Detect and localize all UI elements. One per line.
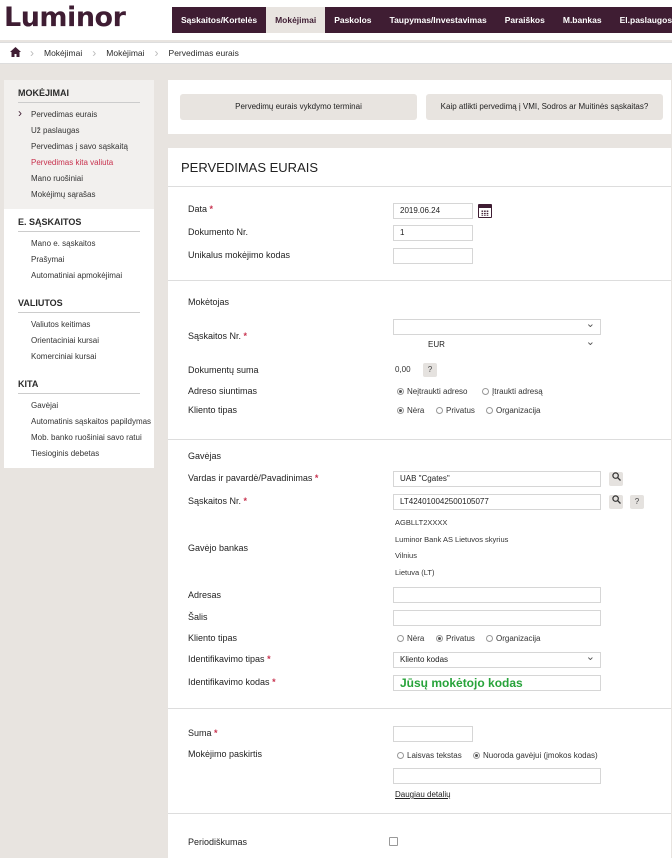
purpose-input[interactable] bbox=[393, 768, 601, 784]
account-label: Sąskaitos Nr. * bbox=[188, 331, 248, 341]
payment-form bbox=[168, 148, 671, 858]
sidebar-title-eaccounts: E. SĄSKAITOS bbox=[18, 217, 140, 232]
nav-eservices[interactable]: El.paslaugos bbox=[619, 15, 672, 25]
sidebar-title-currency: VALIUTOS bbox=[18, 298, 140, 313]
recipient-name-input[interactable]: UAB "Cgates" bbox=[393, 471, 601, 487]
unique-code-label: Unikalus mokėjimo kodas bbox=[188, 250, 291, 260]
sidebar-item-services[interactable]: Už paslaugas bbox=[31, 126, 80, 135]
top-navigation bbox=[172, 7, 672, 33]
sidebar-item-euro-transfer[interactable]: › Pervedimas eurais bbox=[4, 107, 154, 123]
id-code-label: Identifikavimo kodas * bbox=[188, 677, 276, 687]
address-include-radio[interactable]: Įtraukti adresą bbox=[482, 387, 543, 396]
id-code-placeholder: Jūsų mokėtojo kodas bbox=[400, 676, 523, 690]
sidebar-item-recipients[interactable]: Gavėjai bbox=[31, 401, 59, 410]
document-number-input[interactable]: 1 bbox=[393, 225, 473, 241]
address-input[interactable] bbox=[393, 587, 601, 603]
nav-accounts-cards[interactable]: Sąskaitos/Kortelės bbox=[181, 15, 258, 25]
sidebar-item-commercial-rates[interactable]: Komerciniai kursai bbox=[31, 352, 97, 361]
purpose-reference-radio[interactable]: Nuoroda gavėjui (įmokos kodas) bbox=[473, 751, 598, 760]
account-select[interactable] bbox=[393, 319, 601, 335]
search-icon[interactable] bbox=[609, 495, 623, 509]
address-sending-label: Adreso siuntimas bbox=[188, 386, 258, 396]
divider bbox=[168, 186, 671, 187]
vmi-info-button[interactable]: Kaip atlikti pervedimą į VMI, Sodros ar Muitinės sąskaitas? bbox=[426, 94, 663, 120]
recipient-heading: Gavėjas bbox=[188, 451, 222, 461]
bank-country: Lietuva (LT) bbox=[395, 568, 435, 577]
breadcrumb-item[interactable]: Mokėjimai bbox=[106, 48, 145, 58]
sidebar-title-other: KITA bbox=[18, 379, 140, 394]
sidebar-section-payments bbox=[4, 80, 154, 209]
date-label: Data * bbox=[188, 204, 214, 214]
sidebar-item-other-currency[interactable]: Pervedimas kita valiuta bbox=[31, 158, 114, 167]
recipient-account-label: Sąskaitos Nr. * bbox=[188, 496, 248, 506]
payer-heading: Mokėtojas bbox=[188, 297, 230, 307]
sidebar-item-payment-list[interactable]: Mokėjimų sąrašas bbox=[31, 190, 96, 199]
sidebar-item-my-eaccounts[interactable]: Mano e. sąskaitos bbox=[31, 239, 96, 248]
sidebar-section-eaccounts bbox=[4, 209, 154, 290]
recipient-account-input[interactable]: LT424010042500105077 bbox=[393, 494, 601, 510]
search-icon[interactable] bbox=[609, 472, 623, 486]
help-icon[interactable]: ? bbox=[630, 495, 644, 509]
sidebar-item-requests[interactable]: Prašymai bbox=[31, 255, 65, 264]
divider bbox=[168, 439, 671, 440]
recipient-client-type-label: Kliento tipas bbox=[188, 633, 238, 643]
breadcrumb-item[interactable]: Mokėjimai bbox=[44, 48, 83, 58]
breadcrumb-separator: › bbox=[92, 46, 97, 60]
more-details-link[interactable]: Daugiau detalių bbox=[395, 790, 451, 799]
header bbox=[0, 0, 672, 40]
id-code-input[interactable] bbox=[393, 675, 601, 691]
info-links-panel bbox=[168, 80, 671, 134]
sidebar bbox=[4, 80, 154, 468]
sidebar-item-own-account[interactable]: Pervedimas į savo sąskaitą bbox=[31, 142, 128, 151]
help-icon[interactable]: ? bbox=[423, 363, 437, 377]
breadcrumb bbox=[0, 42, 672, 64]
terminal-info-button[interactable]: Pervedimų eurais vykdymo terminai bbox=[180, 94, 417, 120]
sidebar-item-mobile-templates[interactable]: Mob. banko ruošiniai savo ratui bbox=[31, 433, 142, 442]
breadcrumb-separator: › bbox=[154, 46, 159, 60]
luminor-logo[interactable]: Luminor bbox=[4, 2, 126, 33]
page-title: PERVEDIMAS EURAIS bbox=[181, 160, 319, 175]
country-label: Šalis bbox=[188, 612, 208, 622]
purpose-free-text-radio[interactable]: Laisvas tekstas bbox=[397, 751, 462, 760]
divider bbox=[168, 280, 671, 281]
nav-loans[interactable]: Paskolos bbox=[334, 15, 372, 25]
recipient-bank-label: Gavėjo bankas bbox=[188, 543, 249, 553]
sidebar-section-currency bbox=[4, 290, 154, 371]
client-type-private-radio[interactable]: Privatus bbox=[436, 406, 475, 415]
country-input[interactable] bbox=[393, 610, 601, 626]
purpose-label: Mokėjimo paskirtis bbox=[188, 749, 263, 759]
unique-code-input[interactable] bbox=[393, 248, 473, 264]
client-type-label: Kliento tipas bbox=[188, 405, 238, 415]
sidebar-title-payments: MOKĖJIMAI bbox=[18, 88, 140, 103]
recipient-type-org-radio[interactable]: Organizacija bbox=[486, 634, 540, 643]
breadcrumb-separator: › bbox=[30, 46, 34, 60]
sidebar-item-indicative-rates[interactable]: Orientaciniai kursai bbox=[31, 336, 100, 345]
nav-savings-investing[interactable]: Taupymas/Investavimas bbox=[389, 15, 487, 25]
address-label: Adresas bbox=[188, 590, 222, 600]
nav-payments[interactable]: Mokėjimai bbox=[266, 7, 325, 33]
client-type-none-radio[interactable]: Nėra bbox=[397, 406, 424, 415]
breadcrumb-current: Pervedimas eurais bbox=[168, 48, 239, 58]
bank-bic: AGBLLT2XXXX bbox=[395, 518, 448, 527]
document-sum-label: Dokumentų suma bbox=[188, 365, 259, 375]
amount-input[interactable] bbox=[393, 726, 473, 742]
periodicity-label: Periodiškumas bbox=[188, 837, 248, 847]
bank-name: Luminor Bank AS Lietuvos skyrius bbox=[395, 535, 509, 544]
recipient-name-label: Vardas ir pavardė/Pavadinimas * bbox=[188, 473, 319, 483]
bank-city: Vilnius bbox=[395, 551, 417, 560]
amount-label: Suma * bbox=[188, 728, 218, 738]
nav-mbank[interactable]: M.bankas bbox=[562, 15, 602, 25]
nav-applications[interactable]: Paraiškos bbox=[504, 15, 545, 25]
sidebar-item-templates[interactable]: Mano ruošiniai bbox=[31, 174, 84, 183]
id-type-label: Identifikavimo tipas * bbox=[188, 654, 271, 664]
calendar-icon[interactable] bbox=[478, 204, 492, 218]
document-sum-value: 0,00 bbox=[395, 365, 411, 374]
sidebar-section-other bbox=[4, 371, 154, 468]
divider bbox=[168, 708, 671, 709]
client-type-org-radio[interactable]: Organizacija bbox=[486, 406, 540, 415]
sidebar-item-direct-debit[interactable]: Tiesioginis debetas bbox=[31, 449, 100, 458]
periodicity-checkbox[interactable] bbox=[389, 837, 398, 846]
currency-select[interactable]: EUR ⌄ bbox=[393, 337, 601, 353]
document-number-label: Dokumento Nr. bbox=[188, 227, 249, 237]
divider bbox=[168, 813, 671, 814]
sidebar-item-auto-topup[interactable]: Automatinis sąskaitos papildymas bbox=[31, 417, 152, 426]
recipient-type-private-radio[interactable]: Privatus bbox=[436, 634, 475, 643]
recipient-type-none-radio[interactable]: Nėra bbox=[397, 634, 424, 643]
id-type-select[interactable]: Kliento kodas ⌄ bbox=[393, 652, 601, 668]
sidebar-item-auto-payments[interactable]: Automatiniai apmokėjimai bbox=[31, 271, 123, 280]
date-input[interactable]: 2019.06.24 bbox=[393, 203, 473, 219]
home-icon[interactable] bbox=[0, 46, 30, 60]
sidebar-item-exchange[interactable]: Valiutos keitimas bbox=[31, 320, 91, 329]
address-exclude-radio[interactable]: Neįtraukti adreso bbox=[397, 387, 467, 396]
